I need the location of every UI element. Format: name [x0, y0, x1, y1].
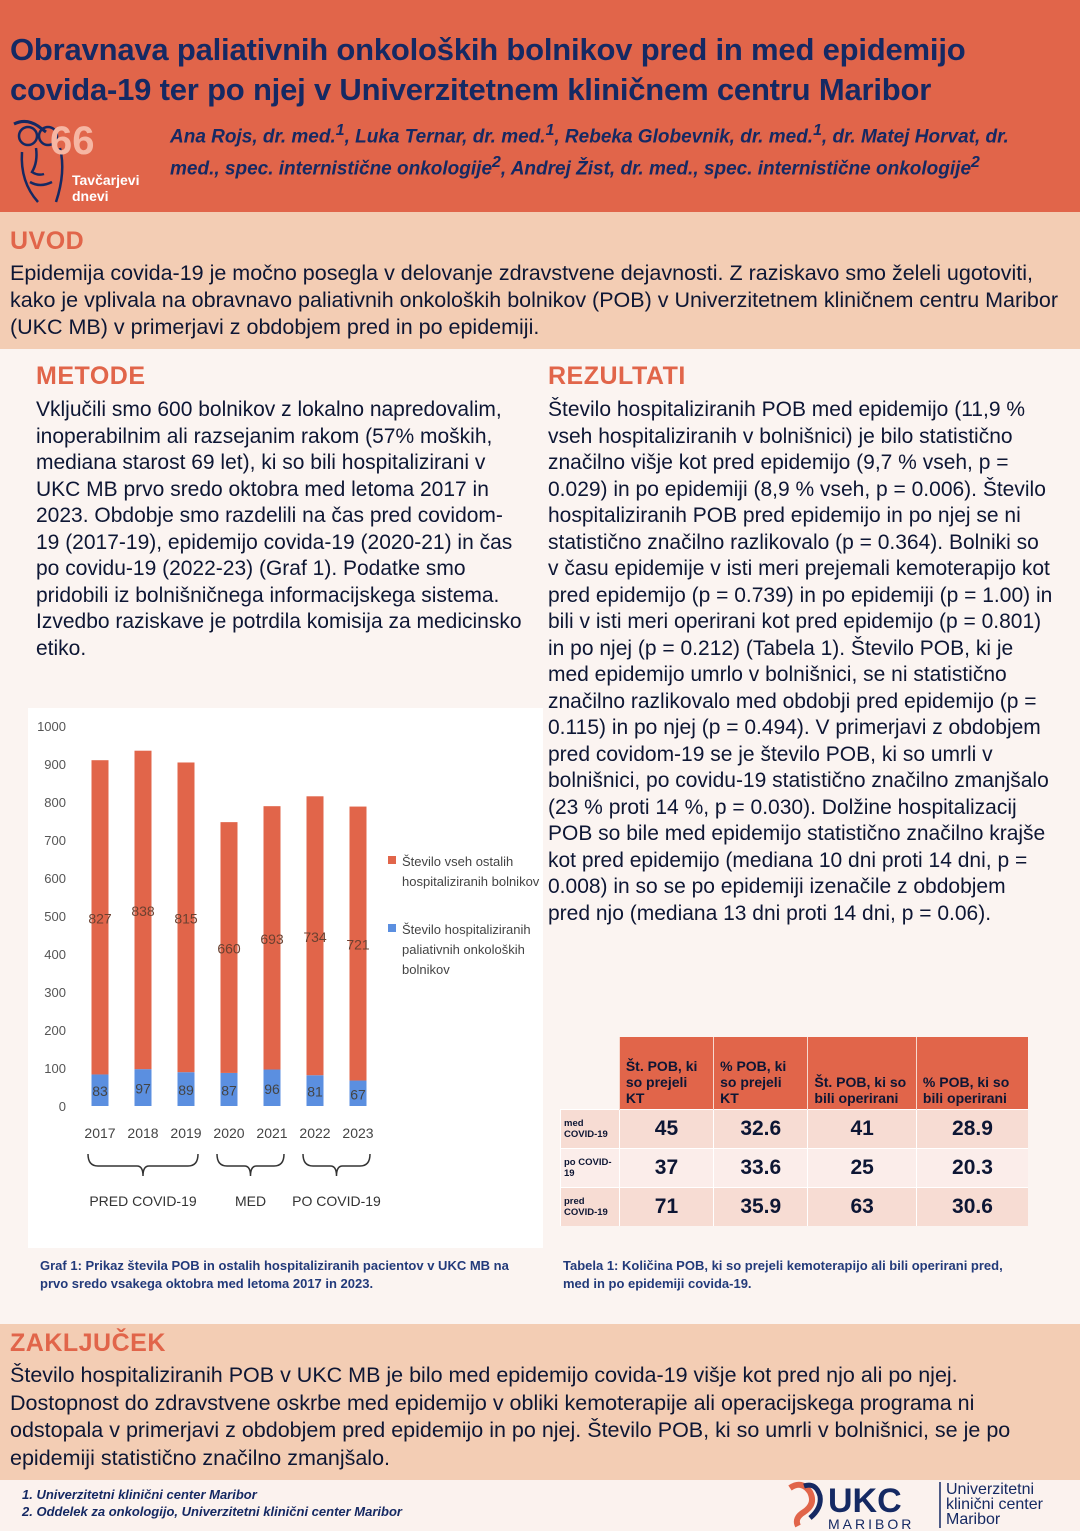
graf-caption: Graf 1: Prikaz števila POB in ostalih hospitaliziranih pacientov v UKC MB na prvo sredo vsakega oktobra med letoma 2017 in 2023.	[40, 1258, 509, 1291]
legend-label: Število vseh ostalih hospitaliziranih bolnikov	[402, 854, 540, 889]
metode-text: Vključili smo 600 bolnikov z lokalno napredovalim, inoperabilnim ali razsejanim rakom (57% moških, mediana starost 69 let), ki so bili hospitalizirani v UKC MB prvo sredo oktobra med letoma 2017 in 2023. Obdobje smo razdelili na čas pred covidom-19 (2017-19), epidemijo covida-19 (2020-21) in čas po covidu-19 (2022-23) (Graf 1). Podatke smo pridobili iz bolnišničnega informacijskega sistema. Izvedbo raziskave je potrdila komisija za medicinsko etiko.	[36, 398, 522, 660]
rezultati-text: Število hospitaliziranih POB med epidemijo (11,9 % vseh hospitaliziranih v bolnišnici) je bilo statistično značilno višje kot pred epidemijo (9,7 % vseh, p = 0.029) in po epidemiji (8,9 % vseh, p = 0.006). Število hospitaliziranih POB pred epidemijo in po njej se ni statistično značilno razlikovalo (p = 0.364). Bolniki so v času epidemije v isti meri prejemali kemoterapijo kot pred epidemijo (p = 0.739) in po epidemiji (p = 1.00) in bili v isti meri operirani kot pred epidemijo (p = 0.801) in po njej (p = 0.212) (Tabela 1). Število POB, ki je med epidemijo umrlo v bolnišnici, se ni statistično značilno razlikovalo med obdobji pred epidemijo (p = 0.115) in po njej (p = 0.494). V primerjavi z obdobjem pred covidom-19 se je število POB, ki so umrli v bolnišnici, po covidu-19 statistično značilno zmanjšalo (23 % proti 14 %, p = 0.030). Dolžine hospitalizacij POB so bile med epidemijo statistično značilno krajše kot pred epidemijo (mediana 10 dni proti 14 dni, p = 0.008) in so se po epidemiji izenačile z obdobjem pred njo (mediana 13 dni proti 14 dni, p = 0.06).	[548, 398, 1053, 925]
footnote-1: 1. Univerzitetni klinični center Maribor	[22, 1487, 257, 1502]
table-header-cell: % POB, ki so bili operirani	[916, 1037, 1028, 1109]
ukc-side-line: klinični center	[946, 1496, 1043, 1513]
data-label-other: 693	[260, 930, 284, 947]
x-tick-label: 2018	[127, 1125, 159, 1141]
y-tick-label: 100	[44, 1061, 66, 1076]
zakljucek-heading: ZAKLJUČEK	[10, 1329, 166, 1357]
uvod-text: Epidemija covida-19 je močno posegla v delovanje zdravstvene dejavnosti. Z raziskavo smo želeli ugotoviti, kako je vplivala na obravnavo paliativnih onkoloških bolnikov (POB) v Univerzitetnem kliničnem centru Maribor (UKC MB) v primerjavi z obdobjem pred in po epidemiji.	[10, 261, 1059, 339]
ukc-side-text	[946, 1482, 1043, 1527]
zakljucek-text: Število hospitaliziranih POB v UKC MB je bilo med epidemijo covida-19 višje kot pred njo ali po njej. Dostopnost do zdravstvene oskrbe med epidemijo v obliki kemoterapije ali operacijskega programa ni odstopala v primerjavi z obdobjem pred epidemijo in po njej. Število POB, ki so umrli v bolnišnici, se je po epidemiji statistično značilno zmanjšalo.	[10, 1363, 1011, 1470]
y-tick-label: 600	[44, 871, 66, 886]
table-cell: 25	[808, 1148, 917, 1187]
table-cell: 30.6	[916, 1187, 1028, 1226]
data-label-pob: 83	[92, 1083, 108, 1100]
row-label: med COVID-19	[561, 1109, 620, 1148]
ukc-mark: UKC	[828, 1482, 902, 1520]
uvod-heading: UVOD	[10, 227, 85, 255]
table-cell: 41	[808, 1109, 917, 1148]
table-cell: 37	[619, 1148, 713, 1187]
ukc-sub: MARIBOR	[828, 1516, 915, 1531]
data-label-pob: 97	[135, 1080, 151, 1097]
ukc-side-line: Univerzitetni	[946, 1481, 1035, 1498]
y-tick-label: 400	[44, 947, 66, 962]
y-tick-label: 0	[58, 1099, 66, 1114]
y-tick-label: 800	[44, 795, 66, 810]
data-label-other: 838	[131, 902, 155, 919]
data-label-pob: 81	[307, 1083, 323, 1100]
group-label: MED	[234, 1193, 267, 1209]
y-tick-label: 200	[44, 1023, 66, 1038]
table-cell: 20.3	[916, 1148, 1028, 1187]
table-cell: 45	[619, 1109, 713, 1148]
data-label-other: 815	[174, 910, 198, 927]
table-header-cell: Št. POB, ki so bili operirani	[808, 1037, 917, 1109]
table-cell: 63	[808, 1187, 917, 1226]
hospitalization-bar-chart	[28, 708, 543, 1248]
data-label-pob: 87	[221, 1082, 237, 1099]
logo-caption: Tavčarjevi dnevi	[72, 172, 140, 204]
authors: Ana Rojs, dr. med.$^1$, Luka Ternar, dr. med.$^1$, Rebeka Globevnik, dr. med.$^1$, dr. Matej Horvat, dr. med., spec. internistične onkologije$^2$, Andrej Žist, dr. med., spec. internistične onkologije$^2$	[170, 122, 1009, 180]
data-label-pob: 67	[350, 1086, 366, 1103]
table-header-cell: % POB, ki so prejeli KT	[714, 1037, 808, 1109]
footnote-2: 2. Oddelek za onkologijo, Univerzitetni klinični center Maribor	[22, 1504, 402, 1519]
table-corner	[561, 1037, 620, 1109]
group-label: PO COVID-19	[292, 1193, 381, 1209]
legend-label: Število hospitaliziranih paliativnih onkoloških bolnikov	[402, 922, 531, 977]
table-cell: 32.6	[714, 1109, 808, 1148]
group-label: PRED COVID-19	[89, 1193, 197, 1209]
legend-swatch	[388, 856, 396, 864]
x-tick-label: 2019	[170, 1125, 202, 1141]
row-label: pred COVID-19	[561, 1187, 620, 1226]
rezultati-heading: REZULTATI	[548, 362, 686, 390]
x-tick-label: 2020	[213, 1125, 245, 1141]
table-row	[561, 1148, 1029, 1187]
table-row	[561, 1109, 1029, 1148]
data-label-other: 660	[217, 940, 241, 957]
table-row	[561, 1187, 1029, 1226]
metode-heading: METODE	[36, 362, 146, 390]
data-label-other: 721	[346, 936, 370, 953]
header-band	[0, 0, 1080, 212]
x-tick-label: 2023	[342, 1125, 374, 1141]
data-label-pob: 89	[178, 1082, 194, 1099]
table-cell: 35.9	[714, 1187, 808, 1226]
data-label-other: 734	[303, 928, 327, 945]
y-tick-label: 500	[44, 909, 66, 924]
table-cell: 28.9	[916, 1109, 1028, 1148]
legend-swatch	[388, 924, 396, 932]
y-tick-label: 700	[44, 833, 66, 848]
x-tick-label: 2022	[299, 1125, 331, 1141]
data-label-pob: 96	[264, 1080, 280, 1097]
row-label: po COVID-19	[561, 1148, 620, 1187]
x-tick-label: 2021	[256, 1125, 288, 1141]
table-cell: 71	[619, 1187, 713, 1226]
logo-number: 66	[50, 119, 95, 163]
x-tick-label: 2017	[84, 1125, 116, 1141]
table-cell: 33.6	[714, 1148, 808, 1187]
ukc-side-line: Maribor	[946, 1511, 1001, 1528]
ukc-symbol-icon	[790, 1485, 812, 1526]
table-caption: Tabela 1: Količina POB, ki so prejeli kemoterapijo ali bili operirani pred, med in po epidemiji covida-19.	[563, 1258, 1003, 1291]
footnotes	[22, 1486, 402, 1520]
poster-title: Obravnava paliativnih onkoloških bolnikov pred in med epidemijo covida-19 ter po njej v Univerzitetnem kliničnem centru Maribor	[10, 32, 966, 107]
y-tick-label: 1000	[37, 719, 66, 734]
results-table	[560, 1037, 1028, 1226]
y-tick-label: 300	[44, 985, 66, 1000]
table-header-row	[561, 1037, 1029, 1109]
y-tick-label: 900	[44, 757, 66, 772]
table-header-cell: Št. POB, ki so prejeli KT	[619, 1037, 713, 1109]
data-label-other: 827	[88, 910, 112, 927]
